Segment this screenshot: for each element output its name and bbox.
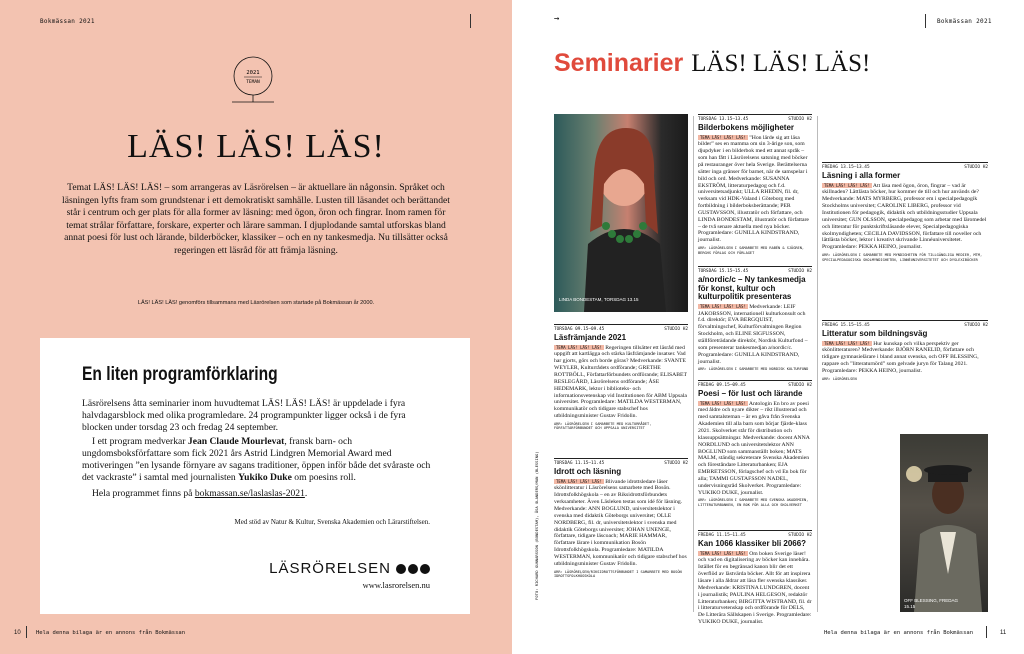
box-paragraph-1: Läsrörelsens åtta seminarier inom huvudtemat LÄS! LÄS! LÄS! är uppdelade i fyra halvdagarsblock med olika programledare. 24 programpunkter ligger också i de fyra blocken under torsdag 23 och fredag 24 september. <box>82 398 406 433</box>
session-title: Bilderbokens möjligheter <box>698 123 795 132</box>
left-header: Bokmässan 2021 <box>40 18 95 25</box>
session-title: Läsfrämjande 2021 <box>554 333 627 342</box>
right-page <box>512 0 1024 654</box>
intro-credit: LÄS! LÄS! LÄS! genomförs tillsammans med Läsrörelsen som startade på Bokmässan år 2000. <box>137 300 375 306</box>
badge-label: TEMAN <box>246 80 260 85</box>
logo-url[interactable]: www.lasrorelsen.nu <box>362 579 430 590</box>
seminars-title: Seminarier LÄS! LÄS! LÄS! <box>554 49 871 77</box>
session-card: TORSDAG 15.15–15.45 STUDIO H2 a/nordic/c – Ny tankesmedja för konst, kultur och kulturpolitik presenteras TEMA LÄS! LÄS! LÄS! Medverkande: LEIF JAKOBSSON, internationell kulturkonsult och f.d. direktör; EVA BERGQUIST, förvaltningschef, Kulturförvaltningen Region Stockholm, och ELINE SIGFUSSON, ställföreträdande direktör, Nordisk Kulturfond – som presenterar tankesmedjan a/nordic/c. Programledare: GUNILLA KINDSTRAND, journalist. ARR: LÄSRÖRELSEN I SAMARBETE MED NORDISK KULTURFOND <box>698 266 812 372</box>
right-header-rule <box>925 14 926 28</box>
session-card: TORSDAG 09.15–09.45 STUDIO H2 Läsfrämjande 2021 TEMA LÄS! LÄS! LÄS! Regeringen tillsätter ett läsråd med uppgift att kartlägga och stärka läsfrämjande insatser. Vad har gjorts, görs och borde göras? Medverkande: SVANTE WEYLER, Kulturrådets ordförande; GRETHE ROTTBÖLL, Författarförbundets ordförande; ELISABET RESLEGÅRD, Läsrörelsens ordförande; ÅSE HEDEMARK, lektor i biblioteks- och informationsvetenskap vid Institutionen för ABM Uppsala universitet. Programledare: MATILDA WESTERMAN, kommunikatör och tidigare stabschef hos utbildningsminister Gustav Fridolin. ARR: LÄSRÖRELSEN I SAMARBETE MED KULTURRÅDET, FÖRFATTARFÖRBUNDET OCH UPPSALA UNIVERSITET <box>554 324 688 431</box>
photo1-caption: LINDA BONDESTAM, TORSDAG 13.15 <box>559 297 639 302</box>
session-card: TORSDAG 13.15–13.45 STUDIO H2 Bilderbokens möjligheter TEMA LÄS! LÄS! LÄS! ”Hon lärde sig att läsa bilder” ses en mamma om sin 3-årige son, som djupdyker i en bilderbok med ett annat språk – som han fått i Läsrörelsens satsning med böcker på restauranger över hela Sverige. Berättelserna sätter inga gränser för barnet, när de samspelar i bild och ord. Medverkande: SUSANNA EKSTRÖM, litteraturpedagog och f.d. universitetsadjunkt; ULLA RHEDIN, fil. dr, verksam vid HDK-Valand i Göteborg med fortbildning i bilderboksberättande; PER GUSTAVSSON, illustratör och författare, och LINDA BONDESTAM, illustratör och författare – de två senare aktuella med nya böcker. Programledare: GUNILLA KINDSTRAND, journalist. ARR: LÄSRÖRELSEN I SAMARBETE MED RABÉN & SJÖGREN, BERGHS FÖRLAG OCH FÖRLAGET <box>698 114 812 255</box>
right-page-number: 11 <box>1000 630 1007 636</box>
badge-year: 2021 <box>246 70 260 76</box>
session-title: Poesi – för lust och lärande <box>698 389 803 398</box>
session-title: Läsning i alla former <box>822 171 901 180</box>
session-card: FREDAG 09.15–09.45 STUDIO H2 Poesi – för lust och lärande TEMA LÄS! LÄS! LÄS! Antologin En bro av poesi med åldre och nyare dikter – rikt illustrerad och med samtalsteman – är en gåva från Svenska Akademien till alla barn som börjar fjärde-klass 2021. Skolverket står för distribution och klassuppsättningar. Medverkande: docent ANNA NORDLUND och universitetslektor ANN BOGLUND som sammanställt boken; MATS MALM, ständig sekreterare Svenska Akademien och föreståndare Litteraturbanken; EJA EMBRETSSON, förlagschef och vd En bok för alla; TAMMI GUSTAFSSON NADEL, undervisningsråd Skolverket. Programledare: YUKIKO DUKE, journalist. ARR: LÄSRÖRELSEN I SAMARBETE MED SVENSKA AKADEMIEN, LITTERATURBANKEN, EN BOK FÖR ALLA OCH SKOLVERKET <box>698 380 812 508</box>
theme-badge <box>220 52 286 118</box>
box-paragraph-2: I ett program medverkar Jean Claude Mourlevat, fransk barn- och ungdomsboksförfattare som fick 2021 års Astrid Lindgren Memorial Award med motiveringen ”en lysande förnyare av sagans traditioner, öppen inför både det svåraste och det vackraste” i samtal med journalisten Yukiko Duke om poesins roll. <box>82 436 431 483</box>
session-card: FREDAG 11.15–11.45 STUDIO H2 Kan 1066 klassiker bli 2066? TEMA LÄS! LÄS! LÄS! Om boken Sverige läser! och vad en digitalisering av böcker kan innebära. Istället för en begränsad kanon blir det ett överflöd av lästvärda böcker. Allt för att inspirera läsare i alla åldrar att läsa fler svenska klassiker. Medverkande: KRISTINA LUNDGREN, docent i journalistik; PAULINA HELGESON, redaktör Litteraturbanken; BIRGITTA WISTRAND, fil. dr i litteraturvetenskap och ordförande för DELS, De Litterära Sällskapen i Sverige. Programledare: YUKIKO DUKE, journalist. <box>698 530 812 626</box>
box-title: En liten programförklaring <box>82 364 278 385</box>
program-link[interactable]: bokmassan.se/laslaslas-2021 <box>194 488 305 499</box>
session-card: TORSDAG 11.15–11.45 STUDIO H2 Idrott och läsning TEMA LÄS! LÄS! LÄS! Blivande idrottsledare läser skönlitteratur i Läsrörelsens samarbete med Bosön. Idrottsfolkhögskola – en av Riksidrottsförbundets verksamheter. Även Läsleken testas som idé för läsning. Medverkande: ANN BOGLUND, universitetslektor i svenska med didaktik Göteborgs universitet; OLLE NORDBERG, fil. dr, universitetslektor i svenska med didaktik Göteborgs universitet; JOHAN UNENGE, författare, tidigare läscoach; MARIE HAMMAR, författare lärare i kommunikation Bosön Idrottsfolkhögskola. Programledare: MATILDA WESTERMAN, kommunikatör och tidigare stabschef hos utbildningsminister Gustav Fridolin. ARR: LÄSRÖRELSEN/RIKSIDROTTSFÖRBUNDET I SAMARBETE MED BOSÖN IDROTTSFOLKHÖGSKOLA <box>554 458 688 579</box>
left-footer: Hela denna bilaga är en annons från Bokmässan <box>36 630 186 636</box>
left-header-rule <box>470 14 471 28</box>
left-page-number: 10 <box>14 630 21 636</box>
photo2-caption: OFF BLESSING, FREDAG 15.15 <box>904 598 959 609</box>
intro-text: Temat LÄS! LÄS! LÄS! – som arrangeras av Läsrörelsen – är aktuellare än någonsin. Språket och läsningen lyfts fram som grundstenar i ett demokratiskt samhälle. Lusten till läsandet och berättandet står i centrum och ger plats för alla former av läsning: med ögon, öron och fingrar. Inom ramen för temat strålar författare, forskare, experter och lärare samman. I djuplodande samtal utforskas bland annat poesi för lust och lärande, bilderböcker, klassiker – och en ny tankesmedja. Nu tillsätter också regeringen ett läsråd för att främja läsning. <box>62 182 450 256</box>
session-title: Idrott och läsning <box>554 467 622 476</box>
logo-dots <box>394 561 430 578</box>
photo-credit: FOTO: RICHARD GUNNARSSON (BONDESTAM), ÅSA OLANDERS/MAN (BLESSING) <box>534 451 539 600</box>
box-paragraph-3: Hela programmet finns på bokmassan.se/laslaslas-2021. <box>92 488 308 499</box>
session-title: Kan 1066 klassiker bli 2066? <box>698 539 807 548</box>
support-text: Med stöd av Natur & Kultur, Svenska Akademien och Lärarstiftelsen. <box>234 518 430 526</box>
left-footer-rule <box>26 626 27 638</box>
right-header: Bokmässan 2021 <box>937 18 992 25</box>
program-box <box>40 338 470 614</box>
session-title: Litteratur som bildningsväg <box>822 329 928 338</box>
photo-linda-bondestam <box>554 114 688 312</box>
session-card: FREDAG 13.15–13.45 STUDIO H2 Läsning i alla former TEMA LÄS! LÄS! LÄS! Att läsa med ögon, öron, fingrar – vad är skillnaden? Lättlästa böcker, hur kommer de till och hur används de? Medverkande: MATS MYRBERG, professor em i specialpedagogik Stockholms universitet; CAROLINE LIBERG, professor vid Institutionen för pedagogik, didaktik och utbildningsstudier Uppsala universitet; GUN OLSSON, specialpedagog som arbetar med läromedel och litteratur för punktskriftsläsande elever, Specialpedagogiska skolmyndigheten; CECILIA DAVIDSSON, författare till noveller och lättlästa böcker, lektor i kreativt skrivande Linnéuniversitetet. Programledare: PEKKA HEINO, journalist. ARR: LÄSRÖRELSEN I SAMARBETE MED MYNDIGHETEN FÖR TILLGÄNGLIGA MEDIER, MTM, SPECIALPEDAGOGISKA SKOLMYNDIGHETEN, LINNÉUNIVERSITETET OCH DYSLEXIBÖCKER <box>822 162 988 262</box>
session-title: a/nordic/c – Ny tankesmedja för konst, kultur och kulturpolitik presenteras <box>698 275 806 302</box>
page-title: LÄS! LÄS! LÄS! <box>127 128 385 165</box>
arrow-icon: → <box>554 14 560 24</box>
session-card: FREDAG 15.15–15.45 STUDIO H2 Litteratur som bildningsväg TEMA LÄS! LÄS! LÄS! Hur kunskap och vilka perspektiv ger skönlitteraturen? Medverkande: BJÖRN RANELID, författare och tidigare gymnasielärare i bland annat svenska, och OFF BLESSING, rappare och ”litteraturnörd” som gelvade juryn för Talang 2021. Programledare: PEKKA HEINO, journalist. ARR: LÄSRÖRELSEN <box>822 320 988 381</box>
photo-off-blessing <box>900 434 988 612</box>
right-footer: Hela denna bilaga är en annons från Bokmässan <box>824 630 974 636</box>
lasrorelsen-logo: LÄSRÖRELSEN www.lasrorelsen.nu <box>269 560 430 590</box>
right-footer-rule <box>986 626 987 638</box>
